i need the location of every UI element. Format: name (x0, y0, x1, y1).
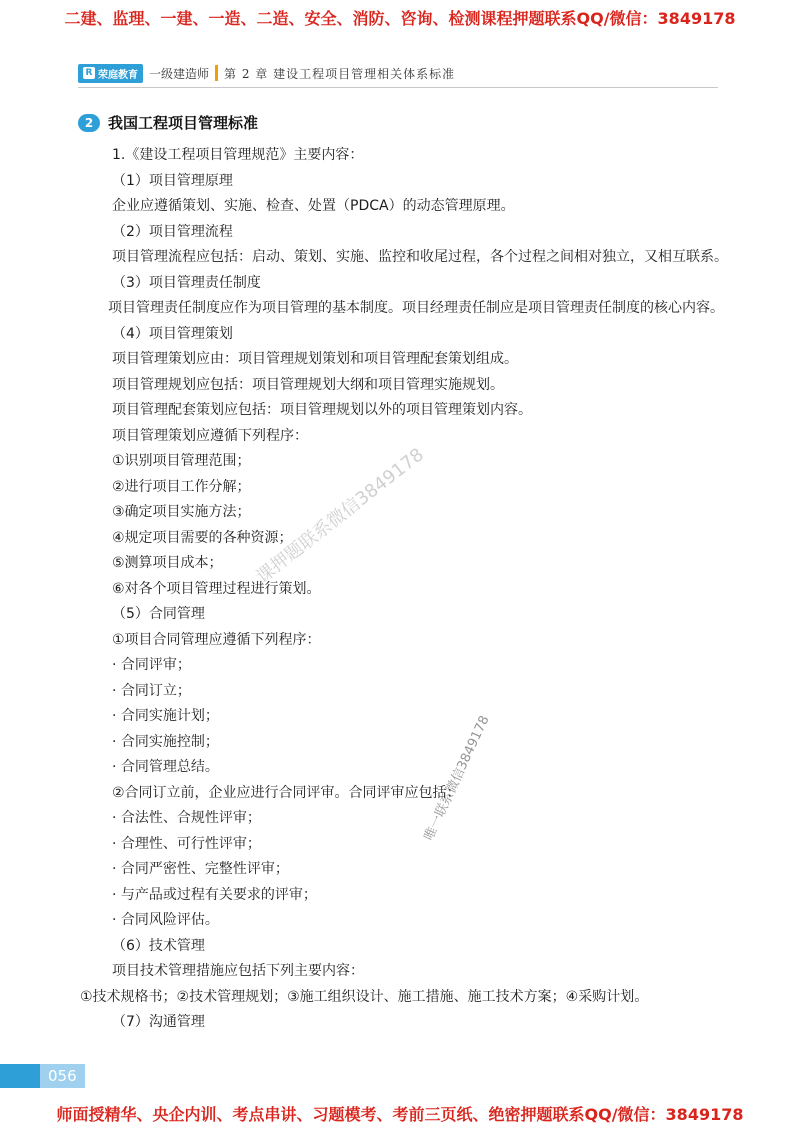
paragraph-line: 项目管理规划应包括：项目管理规划大纲和项目管理实施规划。 (112, 376, 504, 393)
list-item: ①识别项目管理范围； (112, 453, 251, 469)
bullet-item: · 合同风险评估。 (112, 912, 219, 928)
bullet-item: · 合同评审； (112, 657, 191, 673)
paragraph-line: 项目管理策划应遵循下列程序： (112, 427, 308, 444)
watermark: 课押题联系微信3849178 (252, 444, 428, 588)
bullet-item: · 合同管理总结。 (112, 759, 219, 775)
chapter-title: 第 2 章 建设工程项目管理相关体系标准 (224, 66, 456, 81)
paragraph-line: （7）沟通管理 (112, 1014, 205, 1030)
list-item: ④规定项目需要的各种资源； (112, 529, 293, 546)
bullet-item: · 合理性、可行性评审； (112, 835, 261, 852)
bullet-item: · 合同严密性、完整性评审； (112, 861, 289, 877)
page-tab (0, 1064, 40, 1088)
bullet-item: · 合法性、合规性评审； (112, 810, 261, 826)
section-number-badge: 2 (78, 114, 100, 132)
book-series: 一级建造师 (149, 66, 210, 81)
paragraph-line: （5）合同管理 (112, 606, 205, 622)
paragraph-line: （6）技术管理 (112, 937, 205, 954)
section-heading (78, 112, 258, 133)
paragraph-line: ②合同订立前，企业应进行合同评审。合同评审应包括： (112, 784, 461, 801)
running-header (78, 62, 455, 84)
logo-icon: R (83, 67, 95, 79)
paragraph-line: 项目技术管理措施应包括下列主要内容： (112, 963, 364, 979)
logo-text: 荣庭教育 (98, 69, 138, 81)
paragraph-line: （1）项目管理原理 (112, 172, 233, 189)
bullet-item: · 合同订立； (112, 682, 191, 699)
bullet-item: · 与产品或过程有关要求的评审； (112, 886, 317, 903)
paragraph-line: ①项目合同管理应遵循下列程序： (112, 631, 321, 648)
paragraph-line: 项目管理配套策划应包括：项目管理规划以外的项目管理策划内容。 (112, 402, 532, 418)
top-promo-banner: 二建、监理、一建、一造、二造、安全、消防、咨询、检测课程押题联系QQ/微信：3849178 (64, 9, 736, 28)
header-divider (215, 65, 218, 81)
paragraph-line: （4）项目管理策划 (112, 325, 233, 342)
paragraph-line: 项目管理流程应包括：启动、策划、实施、监控和收尾过程，各个过程之间相对独立，又相互联系。 (112, 249, 728, 265)
list-item: ②进行项目工作分解； (112, 478, 251, 495)
paragraph-line: 项目管理策划应由：项目管理规划策划和项目管理配套策划组成。 (112, 351, 518, 367)
paragraph-line: （3）项目管理责任制度 (112, 274, 261, 291)
watermark: 唯一联系微信3849178 (421, 713, 493, 844)
paragraph-line: 1.《建设工程项目管理规范》主要内容： (112, 147, 364, 163)
paragraph-line: 项目管理责任制度应作为项目管理的基本制度。项目经理责任制应是项目管理责任制度的核心内容。 (108, 300, 724, 316)
publisher-logo (78, 64, 143, 83)
bottom-promo-banner: 师面授精华、央企内训、考点串讲、习题模考、考前三页纸、绝密押题联系QQ/微信：3849178 (56, 1105, 744, 1124)
page-number: 056 (40, 1064, 85, 1088)
header-rule (78, 87, 718, 88)
paragraph-line: （2）项目管理流程 (112, 223, 233, 240)
section-title: 我国工程项目管理标准 (108, 114, 259, 132)
list-item: ⑤测算项目成本； (112, 555, 223, 571)
paragraph-line: ①技术规格书；②技术管理规划；③施工组织设计、施工措施、施工技术方案；④采购计划。 (80, 988, 649, 1005)
bullet-item: · 合同实施控制； (112, 733, 219, 750)
bullet-item: · 合同实施计划； (112, 708, 219, 724)
body-text (80, 143, 760, 1036)
list-item: ③确定项目实施方法； (112, 504, 251, 520)
list-item: ⑥对各个项目管理过程进行策划。 (112, 580, 321, 597)
paragraph-line: 企业应遵循策划、实施、检查、处置（PDCA）的动态管理原理。 (112, 198, 515, 214)
